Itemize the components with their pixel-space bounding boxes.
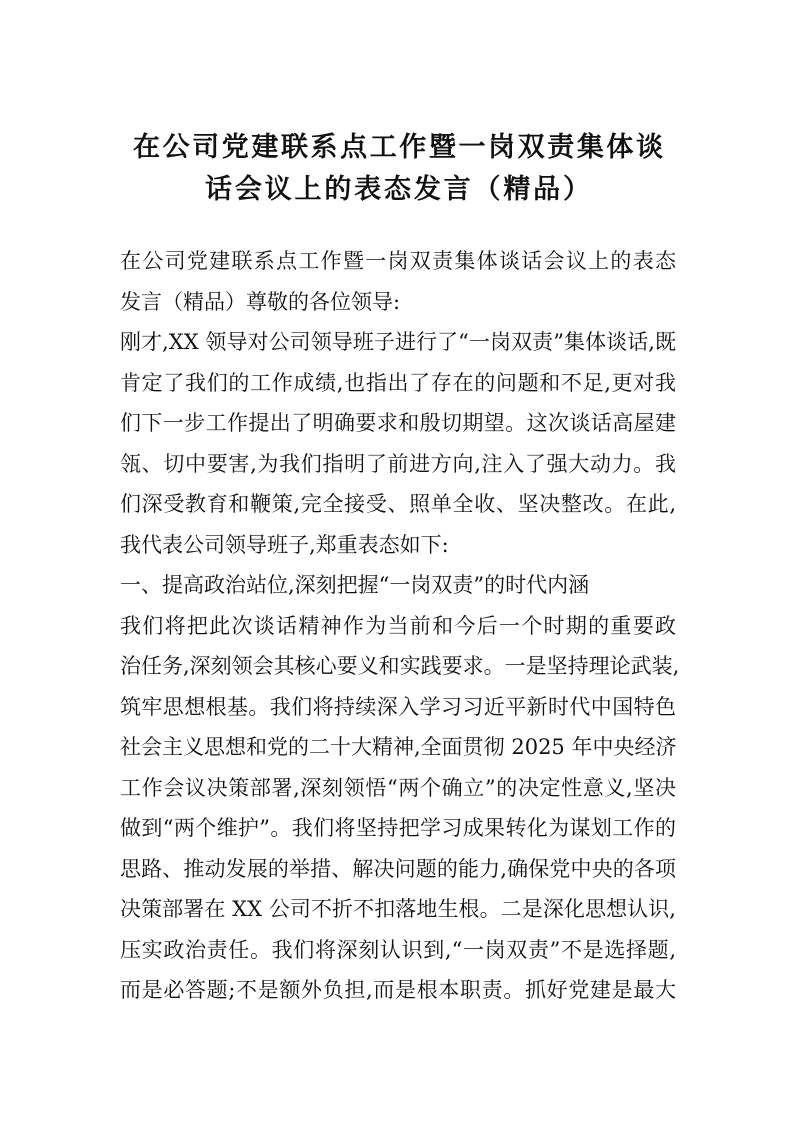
body-line: 我们将把此次谈话精神作为当前和今后一个时期的重要政: [120, 613, 676, 638]
section-heading: 一、提高政治站位,深刻把握“一岗双责”的时代内涵: [120, 573, 590, 597]
body-line: 肯定了我们的工作成绩,也指出了存在的问题和不足,更对我: [120, 370, 676, 395]
body-line: 工作会议决策部署,深刻领悟“两个确立”的决定性意义,坚决: [120, 775, 676, 800]
body-line: 我代表公司领导班子,郑重表态如下:: [120, 532, 449, 557]
body-line: 在公司党建联系点工作暨一岗双责集体谈话会议上的表态: [120, 249, 676, 273]
body-line: 治任务,深刻领会其核心要义和实践要求。一是坚持理论武装,: [120, 654, 680, 678]
body-line: 决策部署在 XX 公司不折不扣落地生根。二是深化思想认识,: [120, 897, 676, 921]
document-title-line-1: 在公司党建联系点工作暨一岗双责集体谈: [133, 132, 663, 163]
body-line: 筑牢思想根基。我们将持续深入学习习近平新时代中国特色: [120, 694, 676, 719]
document-body: [120, 241, 680, 1011]
body-line: 而是必答题;不是额外负担,而是根本职责。抓好党建是最大: [120, 978, 676, 1002]
body-line: 刚才,XX 领导对公司领导班子进行了“一岗双责”集体谈话,既: [120, 330, 676, 354]
body-line: 们下一步工作提出了明确要求和殷切期望。这次谈话高屋建: [120, 411, 676, 435]
body-line: 发言（精品）尊敬的各位领导:: [120, 289, 401, 314]
body-line: 压实政治责任。我们将深刻认识到,“一岗双责”不是选择题,: [120, 937, 676, 962]
body-line: 做到“两个维护”。我们将坚持把学习成果转化为谋划工作的: [120, 816, 676, 840]
body-line: 瓴、切中要害,为我们指明了前进方向,注入了强大动力。我: [120, 451, 676, 476]
body-line: 社会主义思想和党的二十大精神,全面贯彻 2025 年中央经济: [120, 735, 677, 759]
body-line: 思路、推动发展的举措、解决问题的能力,确保党中央的各项: [120, 856, 676, 881]
body-line: 们深受教育和鞭策,完全接受、照单全收、坚决整改。在此,: [120, 492, 676, 516]
document-title-line-2: 话会议上的表态发言（精品）: [205, 174, 590, 205]
